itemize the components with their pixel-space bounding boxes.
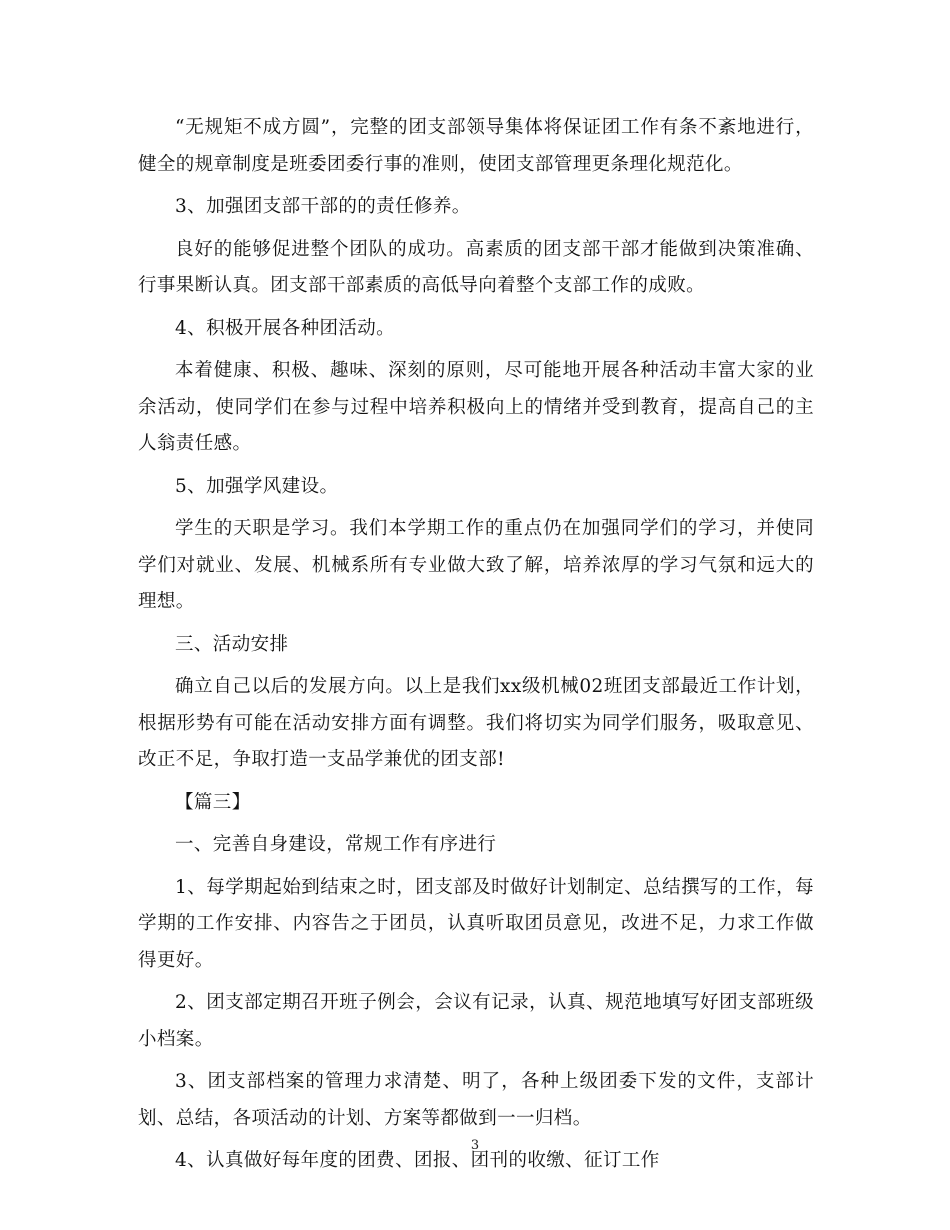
paragraph-semester-planning: 1、每学期起始到结束之时，团支部及时做好计划制定、总结撰写的工作，每学期的工作安排、内容告之于团员，认真听取团员意见，改进不足，力求工作做得更好。: [138, 876, 814, 971]
paragraph-study-style: 学生的天职是学习。我们本学期工作的重点仍在加强同学们的学习，并使同学们对就业、发展、机械系所有专业做大致了解，培养浓厚的学习气氛和远大的理想。: [138, 518, 814, 612]
paragraph-archive-management: 3、团支部档案的管理力求清楚、明了，各种上级团委下发的文件，支部计划、总结，各项活动的计划、方案等都做到一一归档。: [138, 1071, 814, 1129]
item-heading-3: 3、加强团支部干部的的责任修养。: [175, 196, 471, 217]
section-heading-self-construction: 一、完善自身建设，常规工作有序进行: [175, 834, 497, 855]
section-heading-activity-plan: 三、活动安排: [175, 633, 289, 655]
part-three-heading: 【篇三】: [175, 791, 251, 813]
item-heading-5: 5、加强学风建设。: [175, 475, 339, 497]
paragraph-development-direction: 确立自己以后的发展方向。以上是我们xx级机械02班团支部最近工作计划，根据形势有可能在活动安排方面有调整。我们将切实为同学们服务，吸取意见、改正不足，争取打造一支品学兼优的团支部!: [138, 676, 814, 770]
paragraph-dues-collection: 4、认真做好每年度的团费、团报、团刊的收缴、征订工作: [175, 1150, 660, 1171]
document-body: [138, 110, 814, 1186]
paragraph-regular-meetings: 2、团支部定期召开班子例会，会议有记录，认真、规范地填写好团支部班级小档案。: [138, 992, 814, 1050]
paragraph-cadre-quality: 良好的能够促进整个团队的成功。高素质的团支部干部才能做到决策准确、行事果断认真。团支部干部素质的高低导向着整个支部工作的成败。: [138, 238, 814, 296]
paragraph-rules-intro: “无规矩不成方圆”，完整的团支部领导集体将保证团工作有条不紊地进行，健全的规章制度是班委团委行事的准则，使团支部管理更条理化规范化。: [138, 117, 814, 175]
page-number: 3: [470, 1138, 480, 1153]
item-heading-4: 4、积极开展各种团活动。: [175, 317, 396, 339]
paragraph-activities: 本着健康、积极、趣味、深刻的原则，尽可能地开展各种活动丰富大家的业余活动，使同学们在参与过程中培养积极向上的情绪并受到教育，提高自己的主人翁责任感。: [138, 360, 814, 454]
